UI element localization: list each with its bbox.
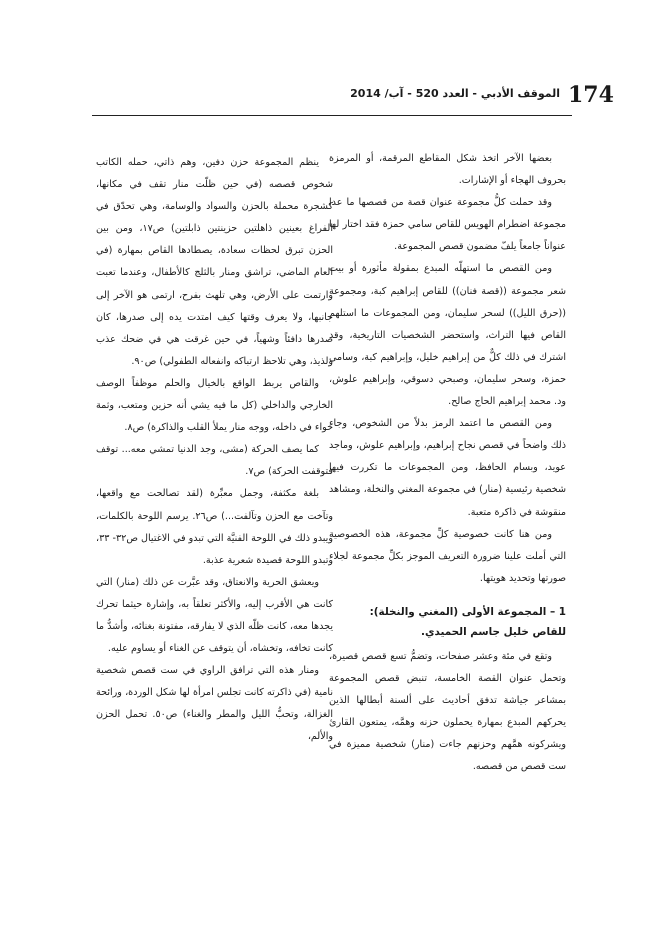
running-head: الموقف الأدبي - العدد 520 - آب/ 2014 bbox=[350, 87, 560, 100]
header-rule bbox=[92, 115, 572, 116]
page-header bbox=[0, 78, 661, 118]
paragraph: بعضها الآخر اتخذ شكل المقاطع المرقمة، أو المرمزة بحروف الهجاء أو الإشارات. bbox=[329, 153, 566, 187]
section-number: 1 bbox=[558, 605, 566, 618]
paragraph: ويعشق الحرية والانعتاق، وقد عبَّرت عن ذلك (منار) التي كانت هي الأقرب إليه، والأكثر تعلقاً به، وإشارة حيثما تحرك يجدها معه، كانت ظلّه الذي لا يفارقه، مفتونة بغنائه، وأشدُّ ما كانت تخافه، وتخشاه، أن يتوقف عن الغناء أو يساوم عليه. bbox=[96, 576, 333, 655]
paragraph: ومن القصص ما استهلّه المبدع بمقولة مأثورة أو بيت شعر مجموعة ((قصة فنان)) للقاص إبراهيم كبة، ومجموعة ((حرق الليل)) لسحر سليمان، ومن المجموعات ما استلهم القاص فيها التراث، واستحضر الشخصيات التاريخية، وقد اشترك في ذلك كلٌّ من إبراهيم خليل، وإبراهيم كبة، وسامي حمزة، وسحر سليمان، وصبحي دسوقي، وإبراهيم علوش، ود. محمد إبراهيم الحاج صالح. bbox=[329, 263, 566, 408]
right-column bbox=[329, 148, 566, 778]
page-number: 174 bbox=[568, 82, 614, 108]
paragraph: ينظم المجموعة حزن دفين، وهم ذاتي، حمله الكاتب شخوص قصصه (في حين ظلّت منار تقف في مكانها، كشجرة محملة بالحزن والسواد والوسامة، وهي تحدّق في الفراغ بعينين ذاهلتين حزينتين ذابلتين) ص١٧، ومن بين الحزن تبرق لحظات سعادة، يصطادها القاص بمهارة (في العام الماضي، تراشق ومنار بالثلج كالأطفال، وعندما تعبت وارتمت على الأرض، وهي تلهث بفرح، ارتمى هو الآخر إلى جانبها، ولا يعرف وقتها كيف امتدت يده إلى صدرها، كان صدرها دافئاً وشهياً، في حين غرقت هي في ضحك عذب ولذيذ، وهي تلاحظ ارتباكه وانفعاله الطفولي) ص٩٠. bbox=[96, 157, 334, 367]
paragraph: وقد حملت كلُّ مجموعة عنوان قصة من قصصها ما عدا مجموعة اضطرام الهويس للقاص سامي حمزة فقد اختار لها عنواناً جامعاً يلفّ مضمون قصص المجموعة. bbox=[329, 197, 566, 253]
paragraph: وتقع في مئة وعشر صفحات، وتضمُّ تسع قصص قصيرة، وتحمل عنوان القصة الخامسة، تنبض قصص المجموعة بمشاعر جياشة تدفق أحاديث على ألسنة أبطالها الذين يحركهم المبدع بمهارة يحملون حزنه وهمَّه، يمتعون القارئ ويشركونه همَّهم وحزنهم جاءت (منار) شخصية مميزة في ست قصص من قصصه. bbox=[329, 650, 566, 773]
section-title: – المجموعة الأولى (المغني والنخلة): bbox=[369, 605, 556, 618]
paragraph: ومنار هذه التي ترافق الراوي في ست قصص شخصية نامية (في ذاكرته كانت تجلس امرأة لها شكل الوردة، ورائحة الغزالة، وتحبُّ الليل والمطر والغناء) ص٥٠. تحمل الحزن والألم، bbox=[96, 665, 333, 743]
paragraph: والقاص يربط الواقع بالخيال والحلم موظفاً الوصف الخارجي والداخلي (كل ما فيه يشي أنه حزين ومتعب، وثمة خواء في داخله، ووجه منار يملأ القلب والذاكرة) ص٨. bbox=[96, 377, 333, 434]
paragraph: ومن القصص ما اعتمد الرمز بدلاً من الشخوص، وجاء ذلك واضحاً في قصص نجاح إبراهيم، وإبراهيم علوش، وماجد عويد، وبسام الحافظ، ومن المجموعات ما تكررت فيها شخصية رئيسية (منار) في مجموعة المغني والنخلة، ومشاهد منقوشة في ذاكرة متعبة. bbox=[329, 418, 566, 518]
section-author: للقاص خليل جاسم الحميدي. bbox=[421, 625, 566, 638]
paragraph: بلغة مكثفة، وجمل معبِّرة (لقد تصالحت مع واقعها، وتآخت مع الحزن وتآلفت...) ص٢٦. يرسم اللوحة بالكلمات، ويبدو ذلك في اللوحة الفنيَّة التي تبدو في الاغتيال ص٣٢- ٣٣، وتبدو اللوحة قصيدة شعرية عذبة. bbox=[96, 488, 334, 566]
left-column bbox=[96, 152, 333, 749]
paragraph: كما يصف الحركة (مشى، وجد الدنيا تمشي معه... توقف فتوقفت الحركة) ص٧. bbox=[96, 444, 333, 478]
section-heading bbox=[329, 602, 566, 642]
section-title-line bbox=[329, 602, 566, 622]
paragraph: ومن هنا كانت خصوصية كلِّ مجموعة، هذه الخصوصية التي أملت علينا ضرورة التعريف الموجز بكلِّ مجموعة لجلاء صورتها وتحديد هويتها. bbox=[329, 528, 566, 584]
